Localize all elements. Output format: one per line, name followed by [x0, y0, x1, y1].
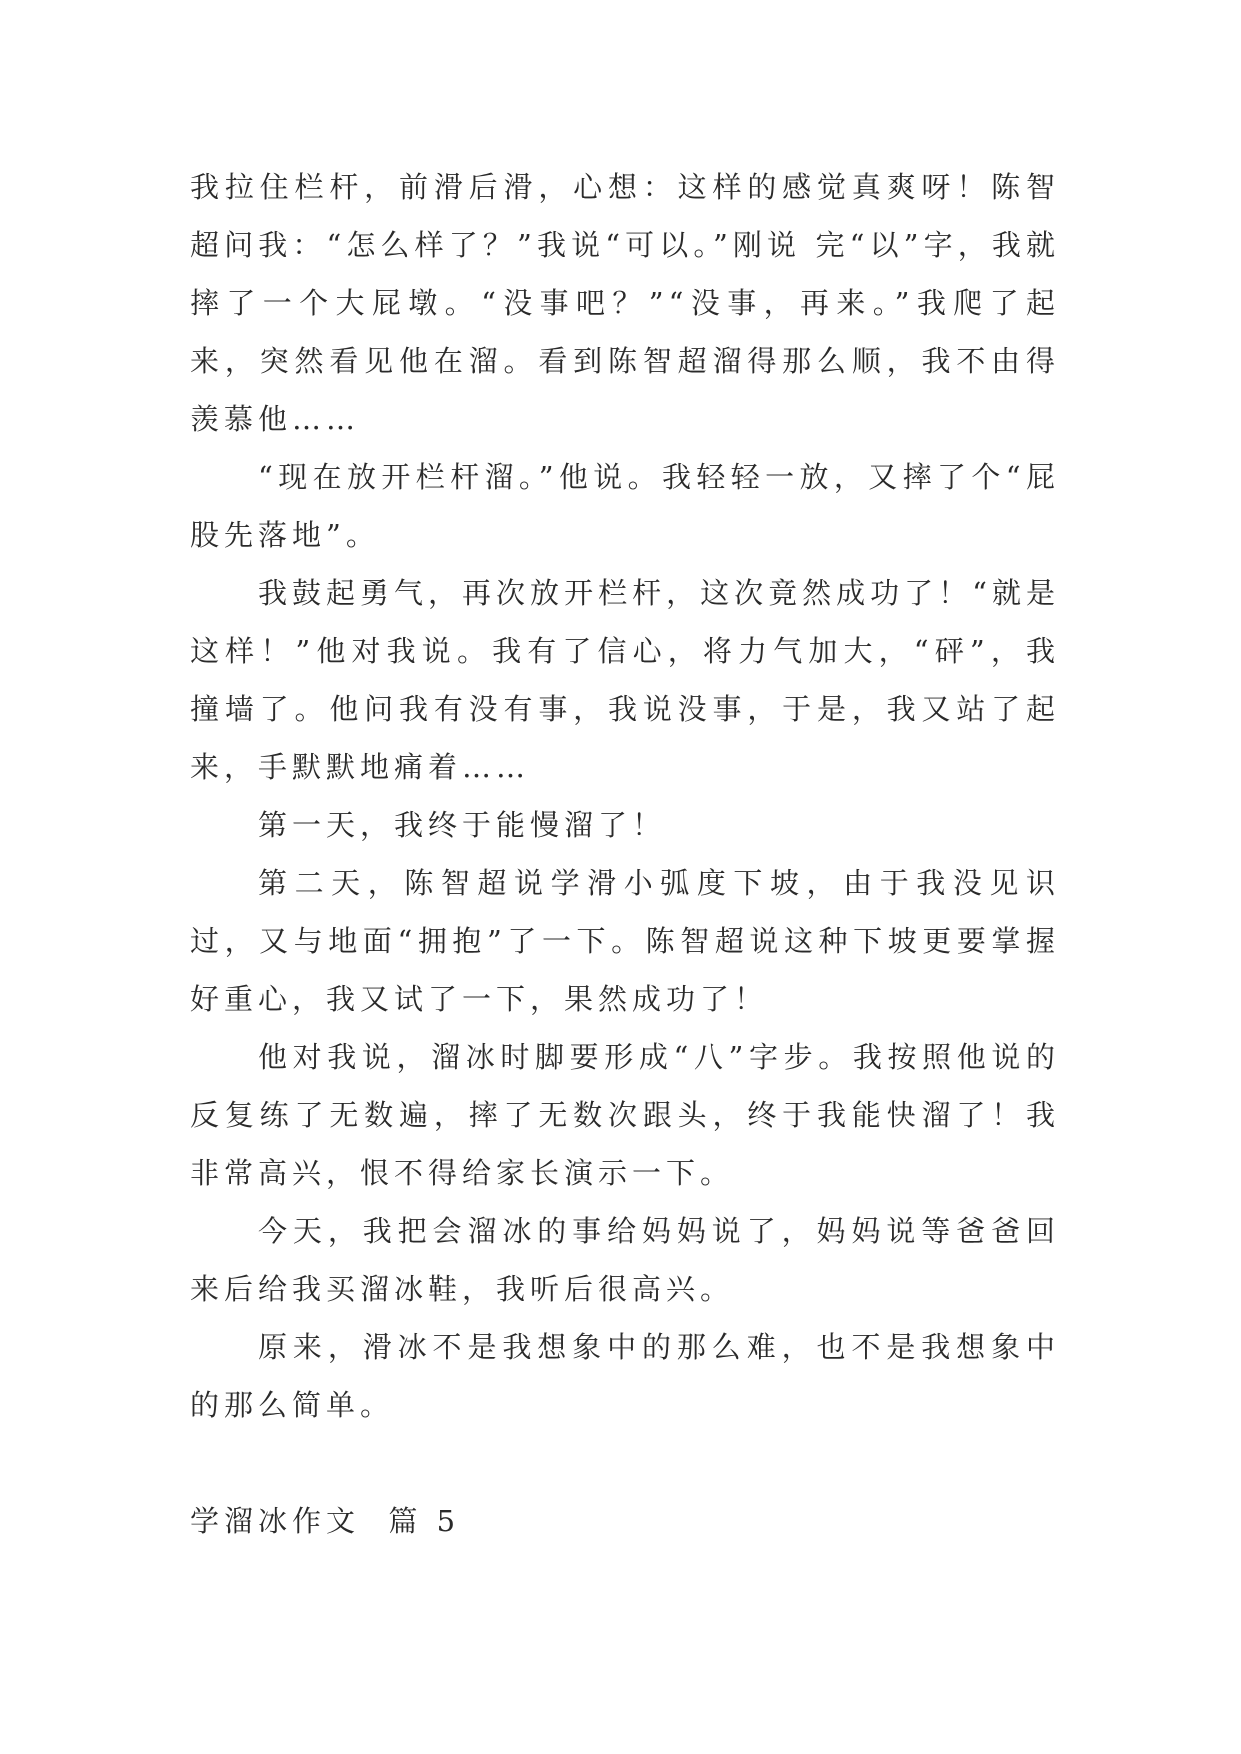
paragraph-7: 今天，我把会溜冰的事给妈妈说了，妈妈说等爸爸回来后给我买溜冰鞋，我听后很高兴。: [190, 1214, 1060, 1306]
paragraph-1: 我拉住栏杆，前滑后滑，心想：这样的感觉真爽呀！陈智超问我：“怎么样了？”我说“可以。”刚说 完“以”字，我就摔了一个大屁墩。“没事吧？”“没事，再来。”我爬了起来，突然看见他在溜。看到陈智超溜得那么顺，我不由得羡慕他……: [190, 170, 1060, 436]
paragraph-3: 我鼓起勇气，再次放开栏杆，这次竟然成功了！“就是这样！”他对我说。我有了信心，将力气加大，“砰”，我撞墙了。他问我有没有事，我说没事，于是，我又站了起来，手默默地痛着……: [190, 576, 1060, 784]
paragraph-8: 原来，滑冰不是我想象中的那么难，也不是我想象中的那么简单。: [190, 1330, 1060, 1422]
essay-body: [190, 158, 1060, 1434]
paragraph-5: 第二天，陈智超说学滑小弧度下坡，由于我没见识过，又与地面“拥抱”了一下。陈智超说这种下坡更要掌握好重心，我又试了一下，果然成功了！: [190, 866, 1060, 1016]
paragraph-6: 他对我说，溜冰时脚要形成“八”字步。我按照他说的反复练了无数遍，摔了无数次跟头，终于我能快溜了！我非常高兴，恨不得给家长演示一下。: [190, 1040, 1060, 1190]
section-heading: 学溜冰作文 篇 5: [190, 1504, 461, 1538]
paragraph-4: 第一天，我终于能慢溜了！: [258, 808, 667, 842]
paragraph-2: “现在放开栏杆溜。”他说。我轻轻一放，又摔了个“屁股先落地”。: [190, 460, 1060, 552]
